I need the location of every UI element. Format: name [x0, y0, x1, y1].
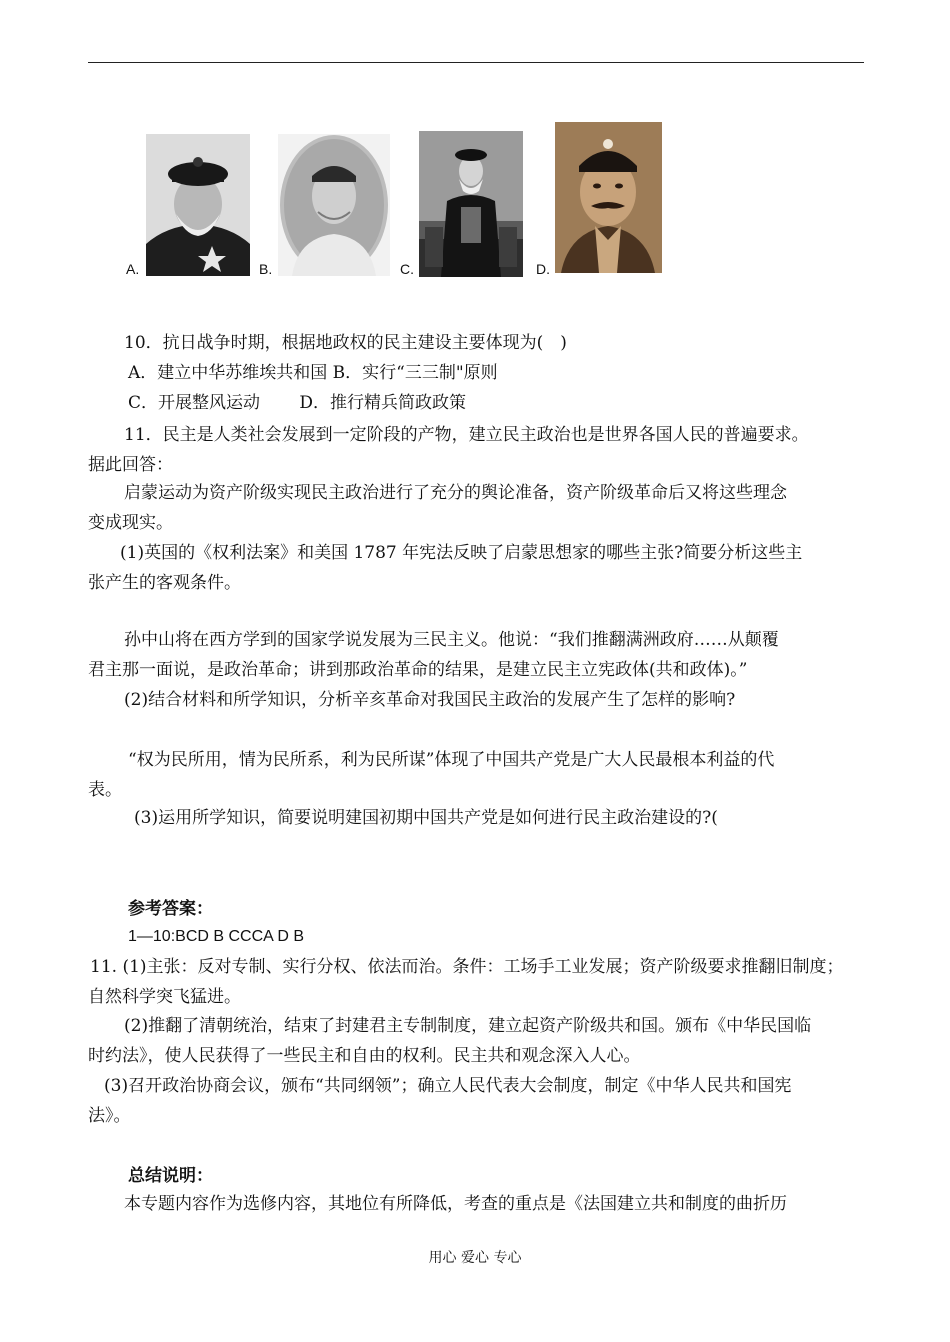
option-a-label: A.	[126, 261, 140, 277]
answer-3-line1: (3)召开政治协商会议，颁布“共同纲领”；确立人民代表大会制度，制定《中华人民共和国宪	[104, 1076, 792, 1096]
q11-material2-line2: 君主那一面说，是政治革命；讲到那政治革命的结果，是建立民主立宪政体(共和政体)。”	[88, 660, 748, 680]
portrait-a-icon	[146, 134, 250, 276]
header-rule	[88, 62, 864, 63]
q10-options-row2: C．开展整风运动 D．推行精兵简政政策	[128, 393, 467, 413]
q11-material2-line1: 孙中山将在西方学到的国家学说发展为三民主义。他说：“我们推翻满洲政府……从颠覆	[124, 630, 779, 650]
portrait-d-icon	[555, 122, 662, 273]
answer-1-line2: 自然科学突飞猛进。	[88, 987, 241, 1007]
answers-mc: 1—10:BCD B CCCA D B	[128, 928, 305, 945]
q11-sub3: (3)运用所学知识，简要说明建国初期中国共产党是如何进行民主政治建设的?(	[134, 808, 718, 828]
q11-sub2: (2)结合材料和所学知识，分析辛亥革命对我国民主政治的发展产生了怎样的影响?	[124, 690, 736, 710]
q10-options-row1: A．建立中华苏维埃共和国 B．实行“三三制"原则	[128, 363, 498, 383]
answers-heading: 参考答案：	[128, 899, 213, 919]
q11-stem-line2: 据此回答：	[88, 455, 173, 475]
summary-heading: 总结说明：	[128, 1166, 213, 1186]
q11-material3-line2: 表。	[88, 780, 122, 800]
q11-material1-line1: 启蒙运动为资产阶级实现民主政治进行了充分的舆论准备，资产阶级革命后又将这些理念	[124, 483, 787, 503]
option-b-label: B.	[259, 261, 273, 277]
q11-material3-line1: “权为民所用，情为民所系，利为民所谋”体现了中国共产党是广大人民最根本利益的代	[128, 750, 775, 770]
portrait-c-icon	[419, 131, 523, 277]
portrait-b-icon	[278, 134, 390, 276]
q11-stem-line1: 11．民主是人类社会发展到一定阶段的产物，建立民主政治也是世界各国人民的普遍要求。	[124, 425, 809, 445]
option-d-label: D.	[536, 261, 550, 277]
q10-stem: 10．抗日战争时期，根据地政权的民主建设主要体现为( )	[124, 333, 567, 353]
page-footer: 用心 爱心 专心	[428, 1250, 522, 1266]
q11-sub1-line1: (1)英国的《权利法案》和美国 1787 年宪法反映了启蒙思想家的哪些主张?简要分析这些主	[120, 543, 803, 563]
answer-2-line2: 时约法》，使人民获得了一些民主和自由的权利。民主共和观念深入人心。	[88, 1046, 641, 1066]
option-c-label: C.	[400, 261, 414, 277]
answer-1-line1: 11. (1)主张：反对专制、实行分权、依法而治。条件：工场手工业发展；资产阶级要求推翻旧制度；	[90, 957, 844, 977]
q11-sub1-line2: 张产生的客观条件。	[88, 573, 241, 593]
answer-2-line1: (2)推翻了清朝统治，结束了封建君主专制制度，建立起资产阶级共和国。颁布《中华民国临	[124, 1016, 812, 1036]
answer-3-line2: 法》。	[88, 1106, 131, 1126]
summary-line1: 本专题内容作为选修内容，其地位有所降低，考查的重点是《法国建立共和制度的曲折历	[124, 1194, 787, 1214]
q11-material1-line2: 变成现实。	[88, 513, 173, 533]
